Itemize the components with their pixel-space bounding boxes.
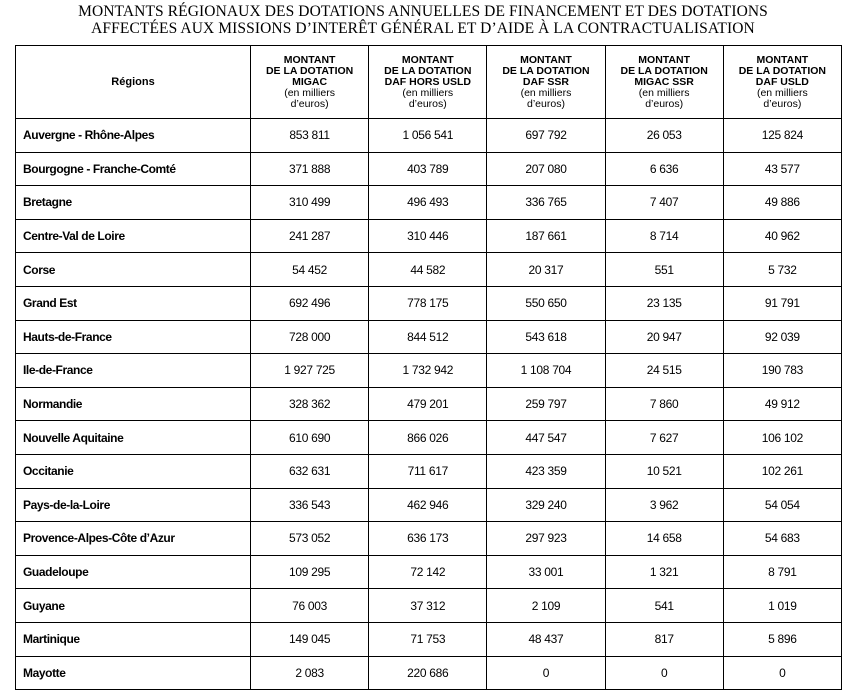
region-name: Hauts-de-France bbox=[16, 320, 251, 354]
region-name: Ile-de-France bbox=[16, 354, 251, 388]
table-row bbox=[16, 320, 842, 354]
amount-cell: 462 946 bbox=[369, 488, 487, 522]
amount-cell: 7 407 bbox=[605, 186, 723, 220]
amount-cell: 371 888 bbox=[251, 152, 369, 186]
amount-cell: 0 bbox=[487, 656, 605, 690]
amount-cell: 866 026 bbox=[369, 421, 487, 455]
region-name: Centre-Val de Loire bbox=[16, 219, 251, 253]
amount-cell: 43 577 bbox=[723, 152, 841, 186]
amount-cell: 149 045 bbox=[251, 622, 369, 656]
amount-cell: 0 bbox=[723, 656, 841, 690]
amount-cell: 310 499 bbox=[251, 186, 369, 220]
amount-cell: 711 617 bbox=[369, 454, 487, 488]
amount-cell: 44 582 bbox=[369, 253, 487, 287]
amount-cell: 1 108 704 bbox=[487, 354, 605, 388]
table-row bbox=[16, 421, 842, 455]
header-migac: MONTANT DE LA DOTATION MIGAC (en milliers d’euros) bbox=[251, 46, 369, 119]
amount-cell: 5 732 bbox=[723, 253, 841, 287]
region-name: Auvergne - Rhône-Alpes bbox=[16, 119, 251, 153]
amount-cell: 54 054 bbox=[723, 488, 841, 522]
amount-cell: 1 321 bbox=[605, 555, 723, 589]
amount-cell: 573 052 bbox=[251, 522, 369, 556]
table-row bbox=[16, 522, 842, 556]
region-name: Martinique bbox=[16, 622, 251, 656]
amount-cell: 610 690 bbox=[251, 421, 369, 455]
amount-cell: 697 792 bbox=[487, 119, 605, 153]
amount-cell: 336 765 bbox=[487, 186, 605, 220]
amount-cell: 853 811 bbox=[251, 119, 369, 153]
amount-cell: 310 446 bbox=[369, 219, 487, 253]
region-name: Corse bbox=[16, 253, 251, 287]
amount-cell: 10 521 bbox=[605, 454, 723, 488]
region-name: Guyane bbox=[16, 589, 251, 623]
table-row bbox=[16, 119, 842, 153]
table-row bbox=[16, 219, 842, 253]
region-name: Pays-de-la-Loire bbox=[16, 488, 251, 522]
amount-cell: 1 056 541 bbox=[369, 119, 487, 153]
amount-cell: 91 791 bbox=[723, 286, 841, 320]
amount-cell: 20 317 bbox=[487, 253, 605, 287]
amount-cell: 23 135 bbox=[605, 286, 723, 320]
table-row bbox=[16, 253, 842, 287]
region-name: Provence-Alpes-Côte d’Azur bbox=[16, 522, 251, 556]
amount-cell: 49 912 bbox=[723, 387, 841, 421]
table-body bbox=[16, 119, 842, 690]
amount-cell: 5 896 bbox=[723, 622, 841, 656]
table-row bbox=[16, 622, 842, 656]
amount-cell: 479 201 bbox=[369, 387, 487, 421]
header-daf-usld: MONTANT DE LA DOTATION DAF USLD (en milliers d’euros) bbox=[723, 46, 841, 119]
amount-cell: 220 686 bbox=[369, 656, 487, 690]
amount-cell: 54 683 bbox=[723, 522, 841, 556]
amount-cell: 72 142 bbox=[369, 555, 487, 589]
table-row bbox=[16, 656, 842, 690]
amount-cell: 728 000 bbox=[251, 320, 369, 354]
table-row bbox=[16, 454, 842, 488]
amount-cell: 496 493 bbox=[369, 186, 487, 220]
amount-cell: 543 618 bbox=[487, 320, 605, 354]
amount-cell: 14 658 bbox=[605, 522, 723, 556]
amount-cell: 550 650 bbox=[487, 286, 605, 320]
document-title bbox=[0, 3, 846, 37]
region-name: Grand Est bbox=[16, 286, 251, 320]
amount-cell: 2 109 bbox=[487, 589, 605, 623]
amount-cell: 844 512 bbox=[369, 320, 487, 354]
amount-cell: 7 860 bbox=[605, 387, 723, 421]
region-name: Guadeloupe bbox=[16, 555, 251, 589]
amount-cell: 336 543 bbox=[251, 488, 369, 522]
amount-cell: 76 003 bbox=[251, 589, 369, 623]
header-daf-ssr: MONTANT DE LA DOTATION DAF SSR (en milliers d’euros) bbox=[487, 46, 605, 119]
amount-cell: 71 753 bbox=[369, 622, 487, 656]
amount-cell: 447 547 bbox=[487, 421, 605, 455]
amount-cell: 24 515 bbox=[605, 354, 723, 388]
amount-cell: 54 452 bbox=[251, 253, 369, 287]
amount-cell: 48 437 bbox=[487, 622, 605, 656]
amount-cell: 49 886 bbox=[723, 186, 841, 220]
table-header-row bbox=[16, 46, 842, 119]
amount-cell: 1 019 bbox=[723, 589, 841, 623]
region-name: Bretagne bbox=[16, 186, 251, 220]
amount-cell: 817 bbox=[605, 622, 723, 656]
amount-cell: 102 261 bbox=[723, 454, 841, 488]
amount-cell: 8 791 bbox=[723, 555, 841, 589]
amount-cell: 8 714 bbox=[605, 219, 723, 253]
amount-cell: 632 631 bbox=[251, 454, 369, 488]
table-row bbox=[16, 286, 842, 320]
amount-cell: 7 627 bbox=[605, 421, 723, 455]
amount-cell: 423 359 bbox=[487, 454, 605, 488]
amount-cell: 92 039 bbox=[723, 320, 841, 354]
amount-cell: 297 923 bbox=[487, 522, 605, 556]
region-name: Mayotte bbox=[16, 656, 251, 690]
table-row bbox=[16, 152, 842, 186]
header-daf-hors-usld: MONTANT DE LA DOTATION DAF HORS USLD (en milliers d’euros) bbox=[369, 46, 487, 119]
amount-cell: 551 bbox=[605, 253, 723, 287]
amount-cell: 40 962 bbox=[723, 219, 841, 253]
table-row bbox=[16, 186, 842, 220]
dotations-table bbox=[15, 45, 842, 690]
amount-cell: 26 053 bbox=[605, 119, 723, 153]
amount-cell: 241 287 bbox=[251, 219, 369, 253]
table-row bbox=[16, 387, 842, 421]
amount-cell: 328 362 bbox=[251, 387, 369, 421]
title-line-2: AFFECTÉES AUX MISSIONS D’INTERÊT GÉNÉRAL ET D’AIDE À LA CONTRACTUALISATION bbox=[91, 20, 755, 37]
region-name: Occitanie bbox=[16, 454, 251, 488]
amount-cell: 0 bbox=[605, 656, 723, 690]
amount-cell: 33 001 bbox=[487, 555, 605, 589]
table-row bbox=[16, 555, 842, 589]
amount-cell: 187 661 bbox=[487, 219, 605, 253]
amount-cell: 2 083 bbox=[251, 656, 369, 690]
amount-cell: 636 173 bbox=[369, 522, 487, 556]
amount-cell: 1 732 942 bbox=[369, 354, 487, 388]
amount-cell: 190 783 bbox=[723, 354, 841, 388]
table-row bbox=[16, 488, 842, 522]
amount-cell: 778 175 bbox=[369, 286, 487, 320]
amount-cell: 692 496 bbox=[251, 286, 369, 320]
amount-cell: 125 824 bbox=[723, 119, 841, 153]
amount-cell: 6 636 bbox=[605, 152, 723, 186]
amount-cell: 20 947 bbox=[605, 320, 723, 354]
amount-cell: 1 927 725 bbox=[251, 354, 369, 388]
amount-cell: 3 962 bbox=[605, 488, 723, 522]
region-name: Nouvelle Aquitaine bbox=[16, 421, 251, 455]
amount-cell: 329 240 bbox=[487, 488, 605, 522]
table-row bbox=[16, 589, 842, 623]
amount-cell: 541 bbox=[605, 589, 723, 623]
amount-cell: 106 102 bbox=[723, 421, 841, 455]
title-line-1: MONTANTS RÉGIONAUX DES DOTATIONS ANNUELLES DE FINANCEMENT ET DES DOTATIONS bbox=[78, 3, 768, 20]
region-name: Bourgogne - Franche-Comté bbox=[16, 152, 251, 186]
table-row bbox=[16, 354, 842, 388]
amount-cell: 37 312 bbox=[369, 589, 487, 623]
amount-cell: 109 295 bbox=[251, 555, 369, 589]
header-migac-ssr: MONTANT DE LA DOTATION MIGAC SSR (en milliers d’euros) bbox=[605, 46, 723, 119]
header-regions: Régions bbox=[16, 46, 251, 119]
amount-cell: 259 797 bbox=[487, 387, 605, 421]
amount-cell: 207 080 bbox=[487, 152, 605, 186]
amount-cell: 403 789 bbox=[369, 152, 487, 186]
region-name: Normandie bbox=[16, 387, 251, 421]
